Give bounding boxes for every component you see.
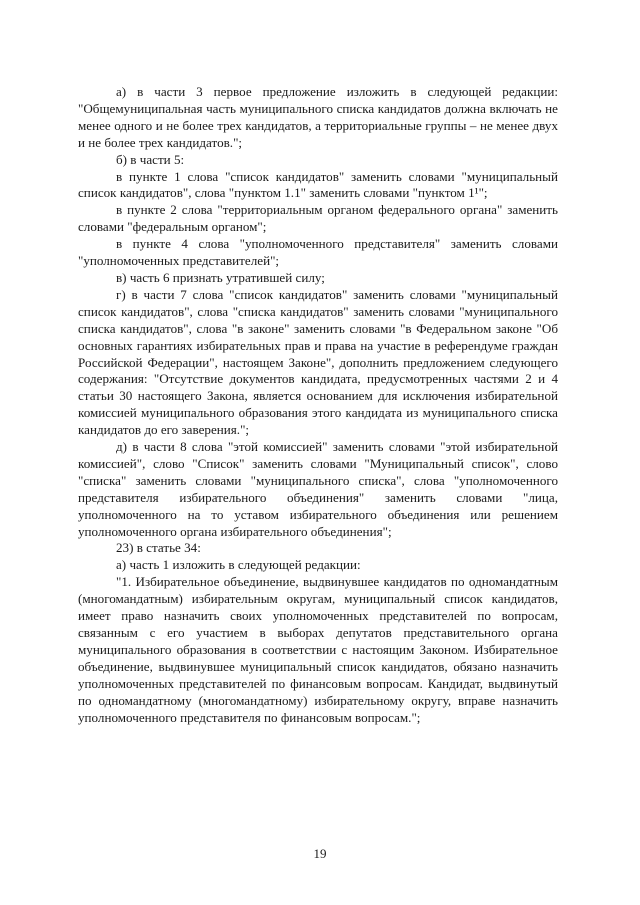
body-text xyxy=(78,84,558,726)
paragraph-v-part6: в) часть 6 признать утратившей силу; xyxy=(116,269,325,285)
paragraph-g-part7: г) в части 7 слова "список кандидатов" заменить словами "муниципальный список кандидатов", слова "списка кандидатов" заменить словами "муниципального списка кандидатов", слова "в законе" заменить словами "в Федеральном законе "Об основных гарантиях избирательных прав и права на участие в референдуме граждан Российской Федерации", настоящем Законе", дополнить предложением следующего содержания: "Отсутствие документов кандидата, предусмотренных частями 2 и 4 статьи 30 настоящего Закона, является основанием для исключения избирательной комиссией муниципального образования этого кандидата из муниципального списка кандидатов до его заверения."; xyxy=(78,286,558,438)
paragraph-item2: в пункте 2 слова "территориальным органом федерального органа" заменить словами "федеральным органом"; xyxy=(78,202,558,235)
page-number: 19 xyxy=(313,846,327,861)
paragraph-quote-1: "1. Избирательное объединение, выдвинувшее кандидатов по одномандатным (многомандатным) избирательным округам, муниципальный список кандидатов, имеет право назначить своих уполномоченных представителей по вопросам, связанным с его участием в выборах депутатов представительного органа муниципального образования в соответствии с настоящим Законом. Избирательное объединение, выдвинувшее муниципальный список кандидатов, обязано назначить уполномоченных представителей по финансовым вопросам. Кандидат, выдвинутый по одномандатному (многомандатному) избирательному округу, вправе назначить уполномоченного представителя по финансовым вопросам."; xyxy=(78,574,558,725)
paragraph-a-part1: а) часть 1 изложить в следующей редакции: xyxy=(116,557,361,573)
paragraph-item4: в пункте 4 слова "уполномоченного представителя" заменить словами "уполномоченных представителей"; xyxy=(78,236,558,269)
paragraph-b-part5: б) в части 5: xyxy=(116,151,185,167)
paragraph-item23: 23) в статье 34: xyxy=(116,540,201,556)
paragraph-d-part8: д) в части 8 слова "этой комиссией" заменить словами "этой избирательной комиссией", слово "Список" заменить словами "Муниципальный список", слово "списка" заменить словами "муниципального списка", слова "уполномоченного представителя избирательного объединения" заменить словами "лица, уполномоченного на то уставом избирательного объединения или решением уполномоченного органа избирательного объединения"; xyxy=(78,439,558,539)
paragraph-a-part3: а) в части 3 первое предложение изложить в следующей редакции: "Общемуниципальная часть муниципального списка кандидатов должна включать не менее одного и не более трех кандидатов, а территориальные группы – не менее двух и не более трех кандидатов."; xyxy=(78,84,558,150)
paragraph-item1: в пункте 1 слова "список кандидатов" заменить словами "муниципальный список кандидатов", слова "пунктом 1.1" заменить словами "пунктом 1¹"; xyxy=(78,168,558,201)
